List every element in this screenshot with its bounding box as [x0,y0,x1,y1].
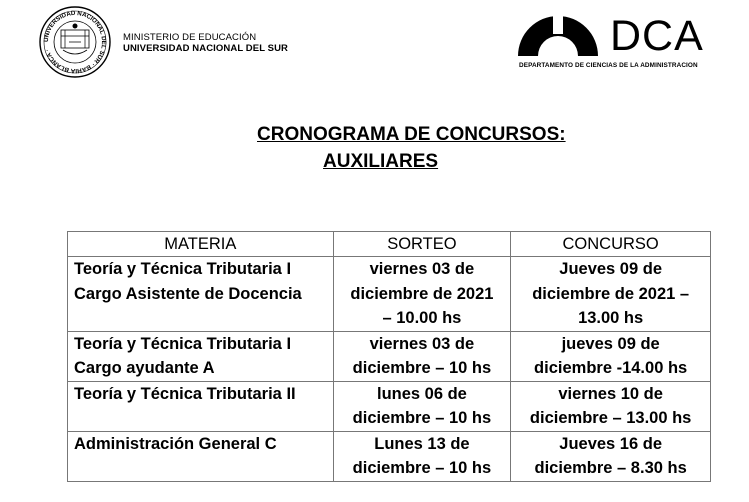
table-row [68,331,711,381]
cell-line: – 10.00 hs [382,309,462,327]
cell-line: viernes 03 de [369,334,475,353]
cell-line: diciembre – 10 hs [352,359,492,377]
table-row [68,431,711,481]
table-header-row [68,232,711,257]
header-concurso: CONCURSO [511,232,711,257]
cell-line: Administración General C [74,434,277,453]
cell-materia [68,381,334,431]
university-name: UNIVERSIDAD NACIONAL DEL SUR [123,43,289,54]
cell-sorteo [333,257,511,332]
cell-line: Teoría y Técnica Tributaria I [74,260,292,278]
cell-line: Cargo Asistente de Docencia [74,284,302,303]
ministry-block [123,32,288,54]
ministry-line: MINISTERIO DE EDUCACIÓN [123,32,257,43]
cell-line: diciembre de 2021 [350,284,494,303]
cell-concurso [511,431,711,481]
cell-line: viernes 10 de [558,384,663,403]
cell-sorteo [333,431,511,481]
cell-line: Jueves 09 de [559,260,663,278]
cell-line: diciembre – 13.00 hs [529,409,692,427]
document-title: CRONOGRAMA DE CONCURSOS: [257,124,566,145]
cell-materia [68,331,334,381]
university-seal-logo [39,6,111,78]
header-materia: MATERIA [68,232,334,257]
cell-line: Jueves 16 de [559,434,663,453]
table-row [68,381,711,431]
cell-sorteo [333,381,511,431]
cell-line: diciembre de 2021 – [532,284,690,303]
cell-materia [68,431,334,481]
header-sorteo: SORTEO [333,232,511,257]
cell-materia [68,257,334,332]
document-subtitle: AUXILIARES [323,151,439,172]
cell-line: diciembre – 10 hs [352,409,492,427]
cell-line: viernes 03 de [369,260,475,278]
dca-logo [516,14,706,74]
dca-subtitle: DEPARTAMENTO DE CIENCIAS DE LA ADMINISTRACION [519,62,698,69]
cell-sorteo [333,331,511,381]
dca-logo-text: DCA [610,12,704,60]
cell-line: Teoría y Técnica Tributaria II [74,384,296,403]
cell-line: diciembre – 10 hs [352,459,492,477]
cell-concurso [511,381,711,431]
cell-concurso [511,257,711,332]
cell-line: Cargo ayudante A [74,359,215,377]
cell-line: jueves 09 de [561,334,660,353]
cell-line: Lunes 13 de [374,434,470,453]
cell-line: Teoría y Técnica Tributaria I [74,334,292,353]
cell-line: diciembre -14.00 hs [534,359,688,377]
cell-concurso [511,331,711,381]
schedule-table [67,231,711,482]
seal-ring-text: UNIVERSIDAD NACIONAL DEL SUR · BAHIA BLANCA · [42,9,108,75]
dca-arch-icon [516,14,600,58]
cell-line: diciembre – 8.30 hs [534,459,687,477]
cell-line: 13.00 hs [578,309,644,327]
cell-line: lunes 06 de [376,384,467,403]
table-row [68,257,711,332]
